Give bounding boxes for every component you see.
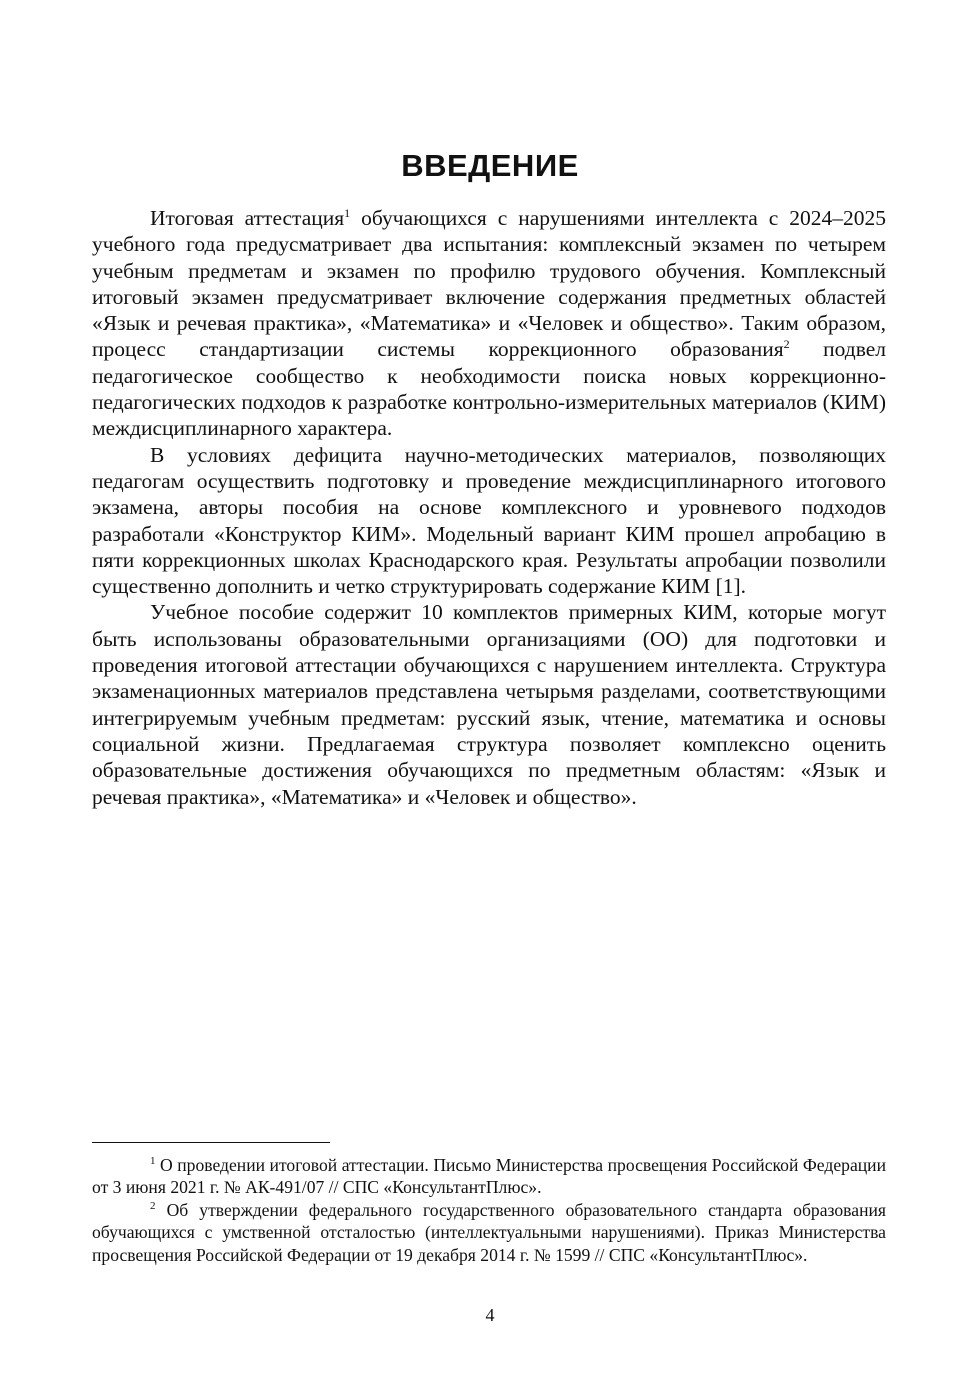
paragraph-1-middle: обучающихся с нарушениями интеллекта с 2024–2025 учебного года предусматривает два испытания: комплексный экзамен по четырем учебным предметам и экзамен по профилю трудового обучения. Комплексный итоговый экзамен предусматривает включение содержания предметных областей «Язык и речевая практика», «Математика» и «Человек и общество». Таким образом, процесс стандартизации системы коррекционного образования [92, 206, 886, 362]
footnote-2 [92, 1199, 886, 1266]
paragraph-1-end: подвел педагогическое сообщество к необходимости поиска новых коррекционно-педагогических подходов к разработке контрольно-измерительных материалов (КИМ) междисциплинарного характера. [92, 337, 886, 441]
page-title: ВВЕДЕНИЕ [401, 148, 579, 183]
paragraph-1 [92, 205, 886, 442]
body-text [92, 205, 886, 810]
footnote-1-text: О проведении итоговой аттестации. Письмо Министерства просвещения Российской Федерации от 3 июня 2021 г. № АК-491/07 // СПС «КонсультантПлюс». [92, 1155, 886, 1198]
footnote-divider [92, 1142, 330, 1143]
footnote-1-marker: 1 [150, 1155, 156, 1168]
paragraph-2: В условиях дефицита научно-методических материалов, позволяющих педагогам осуществить подготовку и проведение междисциплинарного итогового экзамена, авторы пособия на основе комплексного и уровневого подходов разработали «Конструктор КИМ». Модельный вариант КИМ прошел апробацию в пяти коррекционных школах Краснодарского края. Результаты апробации позволили существенно дополнить и четко структурировать содержание КИМ [1]. [92, 442, 886, 599]
footnote-2-marker: 2 [150, 1199, 156, 1212]
footnotes [92, 1154, 886, 1266]
paragraph-3: Учебное пособие содержит 10 комплектов примерных КИМ, которые могут быть использованы образовательными организациями (ОО) для подготовки и проведения итоговой аттестации обучающихся с нарушением интеллекта. Структура экзаменационных материалов представлена четырьмя разделами, соответствующими интегрируемым учебным предметам: русский язык, чтение, математика и основы социальной жизни. Предлагаемая структура позволяет комплексно оценить образовательные достижения обучающихся по предметным областям: «Язык и речевая практика», «Математика» и «Человек и общество». [92, 600, 886, 809]
footnote-ref-1[interactable]: 1 [344, 205, 351, 220]
page-number: 4 [485, 1305, 495, 1325]
footnote-ref-2[interactable]: 2 [783, 337, 790, 352]
footnote-2-text: Об утверждении федерального государственного образовательного стандарта образования обучающихся с умственной отсталостью (интеллектуальными нарушениями). Приказ Министерства просвещения Российской Федерации от 19 декабря 2014 г. № 1599 // СПС «КонсультантПлюс». [92, 1199, 886, 1265]
footnote-1 [92, 1154, 886, 1199]
paragraph-1-start: Итоговая аттестация [150, 206, 345, 230]
